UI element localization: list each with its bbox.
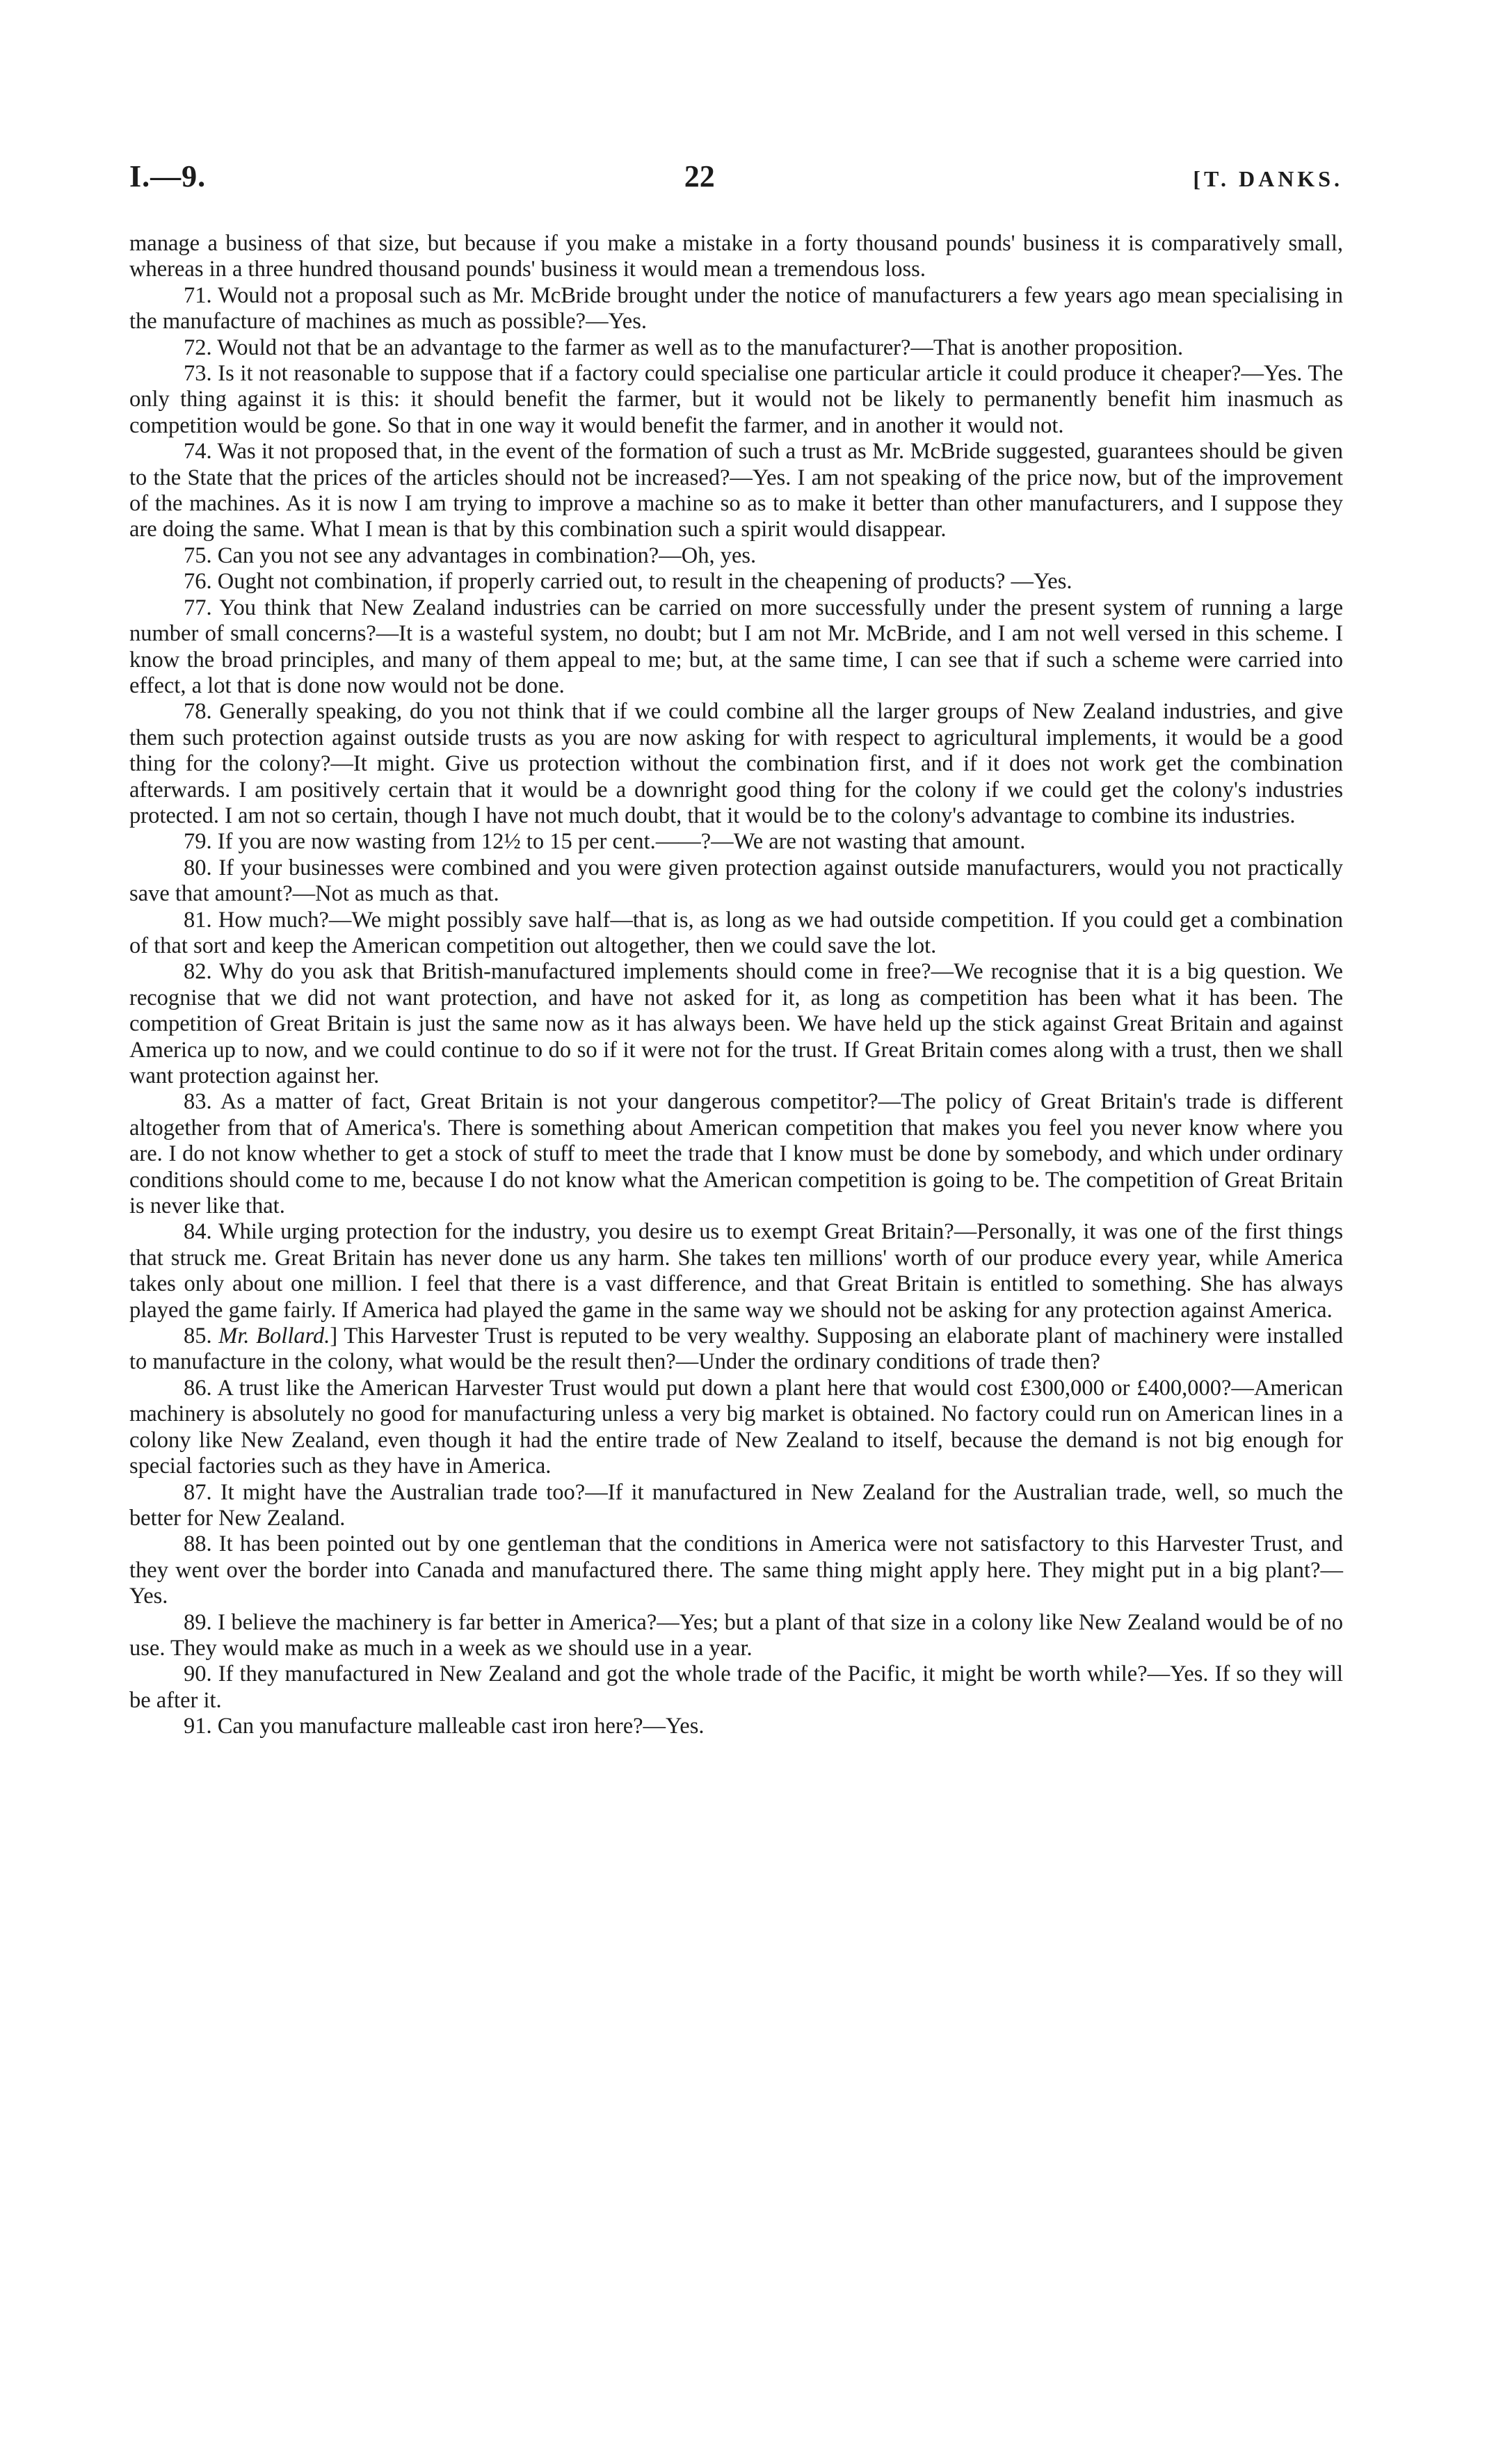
- question-76: 76. Ought not combination, if properly carried out, to result in the cheapening of products? —Yes.: [184, 569, 1072, 595]
- question-85: [129, 1323, 1343, 1376]
- question-90: 90. If they manufactured in New Zealand and got the whole trade of the Pacific, it might be worth while?—Yes. If so they will be after it.: [129, 1661, 1343, 1713]
- question-89: 89. I believe the machinery is far better in America?—Yes; but a plant of that size in a colony like New Zealand would be of no use. They would make as much in a week as we should use in a year.: [129, 1609, 1343, 1661]
- question-71: 71. Would not a proposal such as Mr. McBride brought under the notice of manufacturers a few years ago mean specialising in the manufacture of machines as much as possible?—Yes.: [129, 282, 1343, 335]
- question-82: 82. Why do you ask that British-manufactured implements should come in free?—We recognise that it is a big question. We recognise that we did not want protection, and have not asked for it, as long as competition has been what it has been. The competition of Great Britain is just the same now as it has always been. We have held up the stick against Great Britain and against America up to now, and we could continue to do so if it were not for the trust. If Great Britain comes along with a trust, then we shall want protection against her.: [129, 959, 1343, 1088]
- question-85-text: ] This Harvester Trust is reputed to be very wealthy. Supposing an elaborate plant of machinery were installed to manufacture in the colony, what would be the result then?—Under the ordinary conditions of trade then?: [129, 1323, 1343, 1375]
- question-74: 74. Was it not proposed that, in the event of the formation of such a trust as Mr. McBride suggested, guarantees should be given to the State that the prices of the articles should not be increased?—Yes. I am not speaking of the price now, but of the improvement of the machines. As it is now I am trying to improve a machine so as to make it better than other manufacturers, and I suppose they are doing the same. What I mean is that by this combination such a spirit would disappear.: [129, 439, 1343, 542]
- question-72: 72. Would not that be an advantage to the farmer as well as to the manufacturer?—That is another proposition.: [184, 335, 1184, 360]
- question-80: 80. If your businesses were combined and you were given protection against outside manufacturers, would you not practically save that amount?—Not as much as that.: [129, 855, 1343, 907]
- document-page: [129, 159, 1343, 1740]
- question-77: 77. You think that New Zealand industries can be carried on more successfully under the present system of running a large number of small concerns?—It is a wasteful system, no doubt; but I am not Mr. McBride, and I am not well versed in this scheme. I know the broad principles, and many of them appeal to me; but, at the same time, I can see that if such a scheme were carried into effect, a lot that is done now would not be done.: [129, 595, 1343, 698]
- question-79: 79. If you are now wasting from 12½ to 15 per cent.——?—We are not wasting that amount.: [184, 829, 1026, 855]
- question-86: 86. A trust like the American Harvester Trust would put down a plant here that would cost £300,000 or £400,000?—American machinery is absolutely no good for manufacturing unless a very big market is obtained. No factory could run on American lines in a colony like New Zealand, even though it had the entire trade of New Zealand to itself, because the demand is not big enough for special factories such as they have in America.: [129, 1375, 1343, 1479]
- paragraph-continued: manage a business of that size, but because if you make a mistake in a forty thousand pounds' business it is comparatively small, whereas in a three hundred thousand pounds' business it would mean a tremendous loss.: [129, 231, 1343, 282]
- question-88: 88. It has been pointed out by one gentleman that the conditions in America were not satisfactory to this Harvester Trust, and they went over the border into Canada and manufactured there. The same thing might apply here. They might put in a big plant?—Yes.: [129, 1531, 1343, 1609]
- question-75: 75. Can you not see any advantages in combination?—Oh, yes.: [184, 542, 757, 568]
- speaker-name: Mr. Bollard.: [218, 1323, 330, 1349]
- paper-reference: I.—9.: [129, 159, 207, 193]
- page-header: [129, 159, 1343, 214]
- question-91: 91. Can you manufacture malleable cast iron here?—Yes.: [184, 1714, 705, 1739]
- question-84: 84. While urging protection for the industry, you desire us to exempt Great Britain?—Personally, it was one of the first things that struck me. Great Britain has never done us any harm. She takes ten millions' worth of our produce every year, while America takes only about one million. I feel that there is a vast difference, and that Great Britain is entitled to something. She has always played the game fairly. If America had played the game in the same way we should not be asking for any protection against America.: [129, 1219, 1343, 1323]
- question-83: 83. As a matter of fact, Great Britain is not your dangerous competitor?—The policy of Great Britain's trade is different altogether from that of America's. There is something about American competition that makes you feel you never know where you are. I do not know whether to get a stock of stuff to meet the trade that I know must be done by somebody, and which under ordinary conditions should come to me, because I do not know what the American competition is going to be. The competition of Great Britain is never like that.: [129, 1089, 1343, 1219]
- question-78: 78. Generally speaking, do you not think that if we could combine all the larger groups of New Zealand industries, and give them such protection against outside trusts as you are now asking for with respect to agricultural implements, it would be a good thing for the colony?—It might. Give us protection without the combination first, and if it does not work get the combination afterwards. I am positively certain that it would be a downright good thing for the colony if we could get the colony's industries protected. I am not so certain, though I have not much doubt, that it would be to the colony's advantage to combine its industries.: [129, 699, 1343, 828]
- question-87: 87. It might have the Australian trade too?—If it manufactured in New Zealand for the Australian trade, well, so much the better for New Zealand.: [129, 1479, 1343, 1531]
- question-85-number: 85.: [184, 1323, 219, 1349]
- question-73: 73. Is it not reasonable to suppose that if a factory could specialise one particular article it could produce it cheaper?—Yes. The only thing against it is this: it should benefit the farmer, but it would not be likely to permanently benefit him inasmuch as competition would be gone. So that in one way it would benefit the farmer, and in another it would not.: [129, 361, 1343, 438]
- question-81: 81. How much?—We might possibly save half—that is, as long as we had outside competition. If you could get a combination of that sort and keep the American competition out altogether, then we could save the lot.: [129, 907, 1343, 958]
- page-number: 22: [684, 159, 715, 193]
- witness-name: [T. DANKS.: [1193, 166, 1343, 191]
- evidence-text: [129, 231, 1343, 1740]
